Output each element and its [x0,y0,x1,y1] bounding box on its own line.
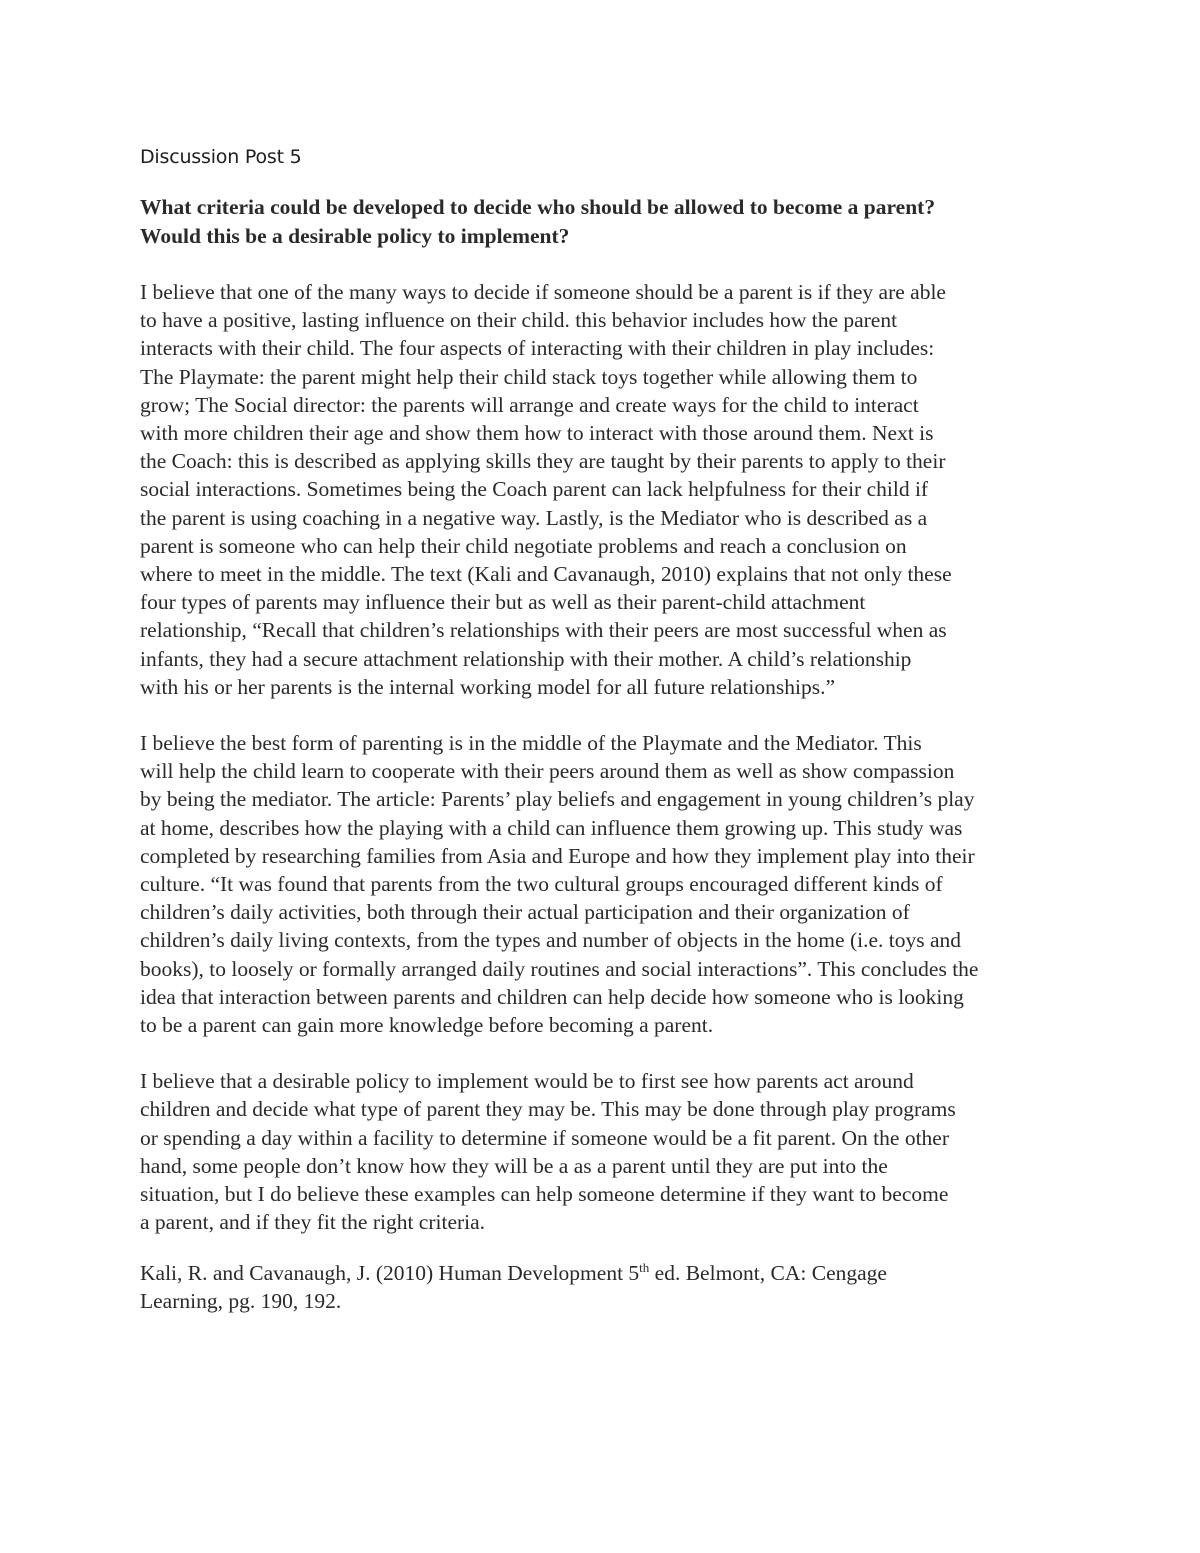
text-line: will help the child learn to cooperate with their peers around them as well as show compassion [140,759,955,784]
citation-text: ed. Belmont, CA: Cengage [649,1260,887,1285]
text-line: idea that interaction between parents and children can help decide how someone who is looking [140,984,964,1009]
text-line: relationship, “Recall that children’s relationships with their peers are most successful when as [140,618,947,643]
citation-line [140,1259,1090,1288]
text-line: children’s daily activities, both through their actual participation and their organization of [140,900,910,925]
paragraph-2 [140,729,1090,1039]
text-line: by being the mediator. The article: Parents’ play beliefs and engagement in young children’s play [140,787,975,812]
text-line: children’s daily living contexts, from the types and number of objects in the home (i.e. toys and [140,928,961,953]
edition-superscript: th [639,1259,650,1275]
text-line: interacts with their child. The four aspects of interacting with their children in play includes: [140,336,935,361]
text-line: to be a parent can gain more knowledge before becoming a parent. [140,1013,714,1038]
text-line: or spending a day within a facility to determine if someone would be a fit parent. On the other [140,1125,950,1150]
text-line: with his or her parents is the internal working model for all future relationships.” [140,674,835,699]
text-line: I believe that a desirable policy to implement would be to first see how parents act around [140,1069,914,1094]
question-line: Would this be a desirable policy to implement? [140,223,570,248]
text-line: hand, some people don’t know how they will be a as a parent until they are put into the [140,1153,888,1178]
text-line: The Playmate: the parent might help their child stack toys together while allowing them to [140,364,918,389]
text-line: completed by researching families from Asia and Europe and how they implement play into their [140,843,975,868]
text-line: the Coach: this is described as applying skills they are taught by their parents to apply to their [140,449,946,474]
paragraph-1 [140,278,1090,701]
text-line: where to meet in the middle. The text (Kali and Cavanaugh, 2010) explains that not only these [140,562,952,587]
text-line: parent is someone who can help their child negotiate problems and reach a conclusion on [140,533,907,558]
text-line: at home, describes how the playing with a child can influence them growing up. This study was [140,815,963,840]
text-line: four types of parents may influence their but as well as their parent-child attachment [140,590,866,615]
reference-citation [140,1259,1090,1316]
text-line: culture. “It was found that parents from the two cultural groups encouraged different kinds of [140,872,943,897]
text-line: the parent is using coaching in a negative way. Lastly, is the Mediator who is described as a [140,505,928,530]
text-line: I believe the best form of parenting is in the middle of the Playmate and the Mediator. This [140,731,922,756]
document-content [140,143,1090,1316]
text-line: infants, they had a secure attachment relationship with their mother. A child’s relationship [140,646,912,671]
discussion-question [140,193,1090,250]
text-line: grow; The Social director: the parents will arrange and create ways for the child to interact [140,392,919,417]
text-line: social interactions. Sometimes being the Coach parent can lack helpfulness for their child if [140,477,929,502]
text-line: children and decide what type of parent they may be. This may be done through play programs [140,1097,956,1122]
text-line: a parent, and if they fit the right criteria. [140,1210,486,1235]
citation-text: Kali, R. and Cavanaugh, J. (2010) Human Development 5 [140,1260,640,1285]
text-line: books), to loosely or formally arranged daily routines and social interactions”. This concludes the [140,956,979,981]
document-title: Discussion Post 5 [140,146,302,168]
text-line: I believe that one of the many ways to decide if someone should be a parent is if they are able [140,280,946,304]
citation-line: Learning, pg. 190, 192. [140,1289,342,1313]
question-line: What criteria could be developed to decide who should be allowed to become a parent? [140,195,936,219]
text-line: to have a positive, lasting influence on their child. this behavior includes how the parent [140,308,898,333]
paragraph-3 [140,1067,1090,1236]
text-line: with more children their age and show them how to interact with those around them. Next is [140,421,934,446]
text-line: situation, but I do believe these examples can help someone determine if they want to become [140,1182,949,1207]
